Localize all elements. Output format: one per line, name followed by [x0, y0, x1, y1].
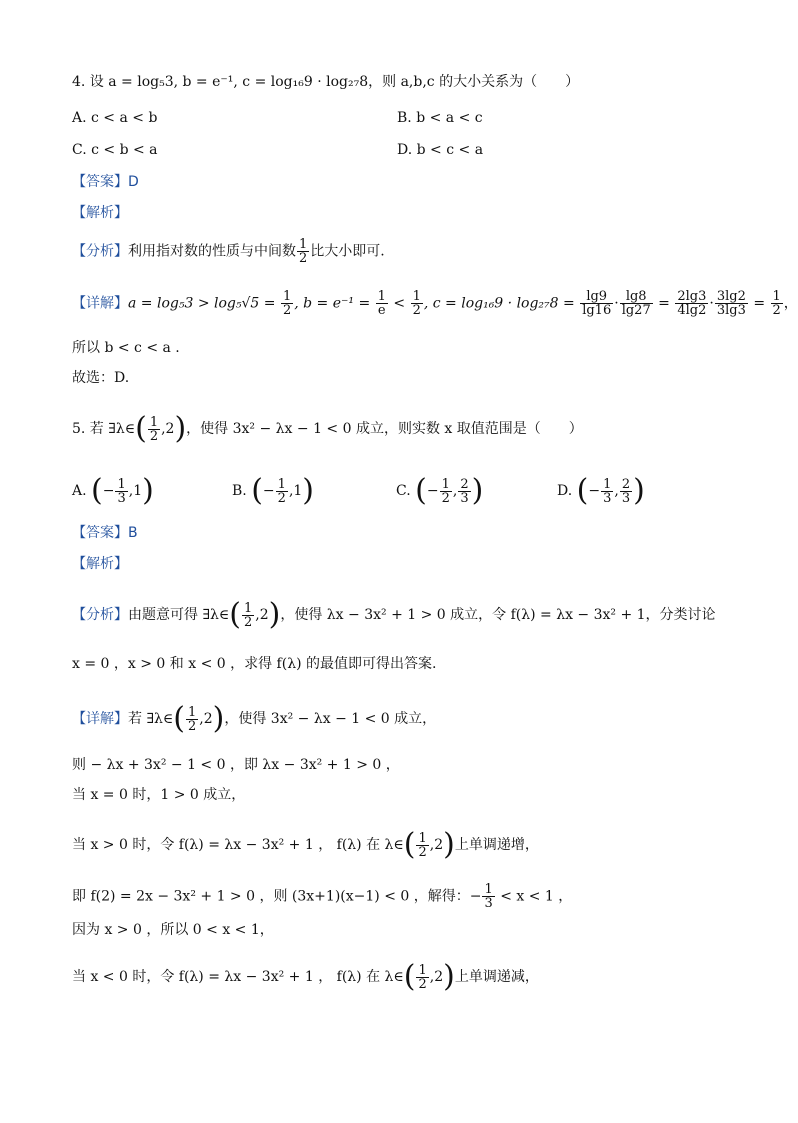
frac-den: e	[377, 303, 386, 318]
paren-open: (	[91, 473, 103, 508]
paren-close: )	[302, 473, 315, 508]
frac-num: 1	[441, 476, 450, 492]
frac-den: lg16	[582, 303, 612, 318]
paren-close: )	[212, 701, 225, 736]
xj-text-b: ，使得 3x² − λx − 1 < 0 成立，	[224, 711, 437, 727]
frac-num: 1	[282, 289, 292, 304]
fraction-half	[411, 290, 423, 317]
frac-num: 1	[418, 962, 427, 978]
frac-den: lg27	[621, 303, 651, 318]
comma: ,	[614, 483, 619, 499]
fraction-half	[416, 964, 428, 991]
xiangjie-label: 【详解】	[72, 295, 128, 312]
frac-den: 3	[460, 490, 469, 506]
frac-num: 1	[412, 289, 421, 304]
fraction-half	[186, 706, 198, 733]
paren-open: (	[251, 473, 263, 508]
fraction-2lg3-4lg2	[675, 290, 708, 317]
paren-close: )	[174, 411, 187, 446]
dot: ·	[709, 295, 714, 312]
fenxi-text-b: 比大小即可.	[310, 243, 385, 260]
q4-option-a: A. c < a < b	[72, 110, 158, 126]
q5-line-because: 因为 x > 0 ，所以 0 < x < 1，	[72, 922, 274, 938]
q4-jiexi-heading: 【解析】	[72, 205, 128, 221]
q4-stem: 4. 设 a = log₅3, b = e⁻¹, c = log₁₆9 · log₂₇8，则 a,b,c 的大小关系为（ ）	[72, 74, 580, 90]
frac-den: 2	[188, 718, 197, 734]
interval-end: ,1	[288, 483, 303, 499]
frac-den: 2	[244, 614, 253, 630]
paren-close: )	[633, 473, 645, 508]
fraction-3lg2-3lg3	[715, 290, 748, 317]
frac-num: 1	[299, 237, 308, 252]
fraction-half	[281, 290, 293, 317]
q5-jiexi-heading: 【解析】	[72, 556, 128, 572]
q5-answer: 【答案】B	[72, 525, 138, 541]
fenxi-text-a: 由题意可得 ∃λ∈	[128, 607, 230, 623]
fenxi-text-a: 利用指对数的性质与中间数	[128, 243, 296, 260]
pos-text-a: 当 x > 0 时，令 f(λ) = λx − 3x² + 1 ， f(λ) 在 λ∈	[72, 837, 404, 853]
frac-num: lg8	[620, 290, 653, 304]
fraction-two-thirds	[458, 478, 470, 505]
fraction-half	[242, 602, 254, 629]
q4-option-c: C. c < b < a	[72, 142, 158, 158]
frac-den: 2	[412, 303, 421, 318]
fraction-half	[276, 478, 288, 505]
frac-num: 1	[149, 414, 159, 430]
frac-den: 2	[441, 490, 450, 506]
fraction-third	[601, 478, 613, 505]
minus: −	[262, 483, 275, 499]
comma: ，	[783, 295, 798, 312]
q5-option-a	[72, 473, 154, 508]
frac-num: 1	[244, 600, 253, 616]
q4-option-b: B. b < a < c	[397, 110, 483, 126]
option-label: D.	[557, 483, 573, 499]
xj-part4: , c = log₁₆9 · log₂₇8 =	[423, 295, 580, 312]
q5-fenxi-line2: x = 0 ，x > 0 和 x < 0 ，求得 f(λ) 的最值即可得出答案.	[72, 656, 437, 672]
frac-num: 2lg3	[677, 289, 707, 304]
f2-text-b: < x < 1 ，	[495, 888, 573, 905]
dot: ·	[614, 295, 619, 312]
q5-line-x0: 当 x = 0 时，1 > 0 成立，	[72, 787, 246, 803]
frac-num: 1	[117, 476, 126, 492]
fraction-lg8-lg27	[620, 290, 653, 317]
f2-text-a: 即 f(2) = 2x − 3x² + 1 > 0 ，则 (3x+1)(x−1) < 0 ，解得：−	[72, 888, 482, 905]
minus: −	[102, 483, 115, 499]
frac-den: 2	[772, 303, 781, 318]
frac-num: lg9	[580, 290, 613, 304]
frac-den: 2	[282, 303, 292, 318]
frac-num: 2	[621, 476, 631, 492]
q5-xiangjie	[72, 701, 437, 736]
frac-num: 1	[188, 704, 197, 720]
frac-den: 3	[603, 490, 612, 506]
q4-fenxi	[72, 238, 385, 265]
neg-text-a: 当 x < 0 时，令 f(λ) = λx − 3x² + 1 ， f(λ) 在 λ∈	[72, 969, 404, 985]
frac-den: 2	[418, 976, 427, 992]
interval-end: ,2	[429, 837, 444, 853]
frac-den: 3lg3	[716, 303, 746, 318]
xj-text-a: 若 ∃λ∈	[128, 711, 174, 727]
fraction-half	[297, 238, 309, 265]
equals: =	[653, 295, 675, 312]
frac-den: 2	[299, 251, 308, 266]
frac-den: 2	[277, 490, 286, 506]
neg-text-b: 上单调递减，	[454, 969, 539, 985]
frac-num: 1	[603, 476, 612, 492]
q5-line-then: 则 − λx + 3x² − 1 < 0 ，即 λx − 3x² + 1 > 0 ，	[72, 757, 400, 773]
q5-stem-a: 5. 若 ∃λ∈	[72, 421, 136, 437]
fraction-half	[148, 416, 160, 443]
pos-text-b: 上单调递增，	[454, 837, 539, 853]
paren-close: )	[471, 473, 484, 508]
xj-part3: <	[388, 295, 410, 312]
q4-suoyi: 所以 b < c < a .	[72, 340, 180, 356]
frac-num: 1	[484, 882, 493, 897]
q5-option-b	[232, 473, 315, 508]
fraction-one-over-e	[376, 290, 388, 317]
fenxi-label: 【分析】	[72, 243, 128, 260]
fraction-half	[440, 478, 452, 505]
paren-open: (	[415, 473, 427, 508]
frac-num: 1	[772, 289, 781, 304]
option-label: A.	[72, 483, 87, 499]
option-label: B.	[232, 483, 247, 499]
frac-den: 2	[418, 844, 427, 860]
q4-answer: 【答案】D	[72, 174, 139, 190]
xiangjie-label: 【详解】	[72, 711, 128, 727]
frac-den: 4lg2	[677, 303, 707, 318]
interval-end: ,2	[429, 969, 444, 985]
paren-close: )	[443, 827, 455, 862]
q4-option-d: D. b < c < a	[397, 142, 484, 158]
comma: ,	[452, 483, 458, 499]
fraction-two-thirds	[620, 478, 632, 505]
frac-den: 2	[149, 428, 159, 444]
paren-open: (	[229, 597, 241, 632]
paren-open: (	[403, 959, 416, 994]
paren-open: (	[403, 827, 416, 862]
paren-open: (	[173, 701, 185, 736]
fraction-lg9-lg16	[580, 290, 613, 317]
q5-option-d	[557, 473, 645, 508]
paren-close: )	[268, 597, 281, 632]
minus: −	[426, 483, 439, 499]
frac-num: 1	[377, 289, 386, 304]
q5-line-f2	[72, 883, 572, 910]
q5-stem-b: ，使得 3x² − λx − 1 < 0 成立，则实数 x 取值范围是（ ）	[186, 421, 583, 437]
xj-part1: a = log₅3 > log₅√5 =	[128, 295, 280, 312]
fraction-third	[115, 478, 127, 505]
frac-den: 3	[484, 896, 493, 911]
fraction-half	[771, 290, 783, 317]
q4-guxuan: 故选：D.	[72, 370, 130, 386]
interval-end: ,2	[199, 711, 213, 727]
fraction-half	[416, 832, 428, 859]
paren-close: )	[142, 473, 154, 508]
frac-num: 2	[460, 476, 469, 492]
fenxi-label: 【分析】	[72, 607, 128, 623]
interval-end: ,2	[255, 607, 269, 623]
q5-option-c	[396, 473, 484, 508]
paren-close: )	[443, 959, 455, 994]
minus: −	[588, 483, 601, 499]
frac-den: 3	[621, 490, 631, 506]
q4-xiangjie	[72, 290, 798, 317]
q5-stem	[72, 411, 583, 446]
frac-num: 3lg2	[716, 289, 746, 304]
equals: =	[748, 295, 770, 312]
q5-line-pos	[72, 827, 539, 862]
interval-end: ,2	[161, 421, 175, 437]
option-label: C.	[396, 483, 411, 499]
xj-part2: , b = e⁻¹ =	[294, 295, 375, 312]
paren-open: (	[135, 411, 147, 446]
paren-open: (	[576, 473, 589, 508]
fraction-third	[482, 883, 494, 910]
frac-den: 3	[117, 490, 126, 506]
interval-end: ,1	[128, 483, 143, 499]
q5-fenxi	[72, 597, 716, 632]
frac-num: 1	[418, 830, 427, 846]
q5-line-neg	[72, 959, 539, 994]
frac-num: 1	[277, 476, 286, 492]
fenxi-text-b: ，使得 λx − 3x² + 1 > 0 成立，令 f(λ) = λx − 3x² + 1，分类讨论	[280, 607, 716, 623]
